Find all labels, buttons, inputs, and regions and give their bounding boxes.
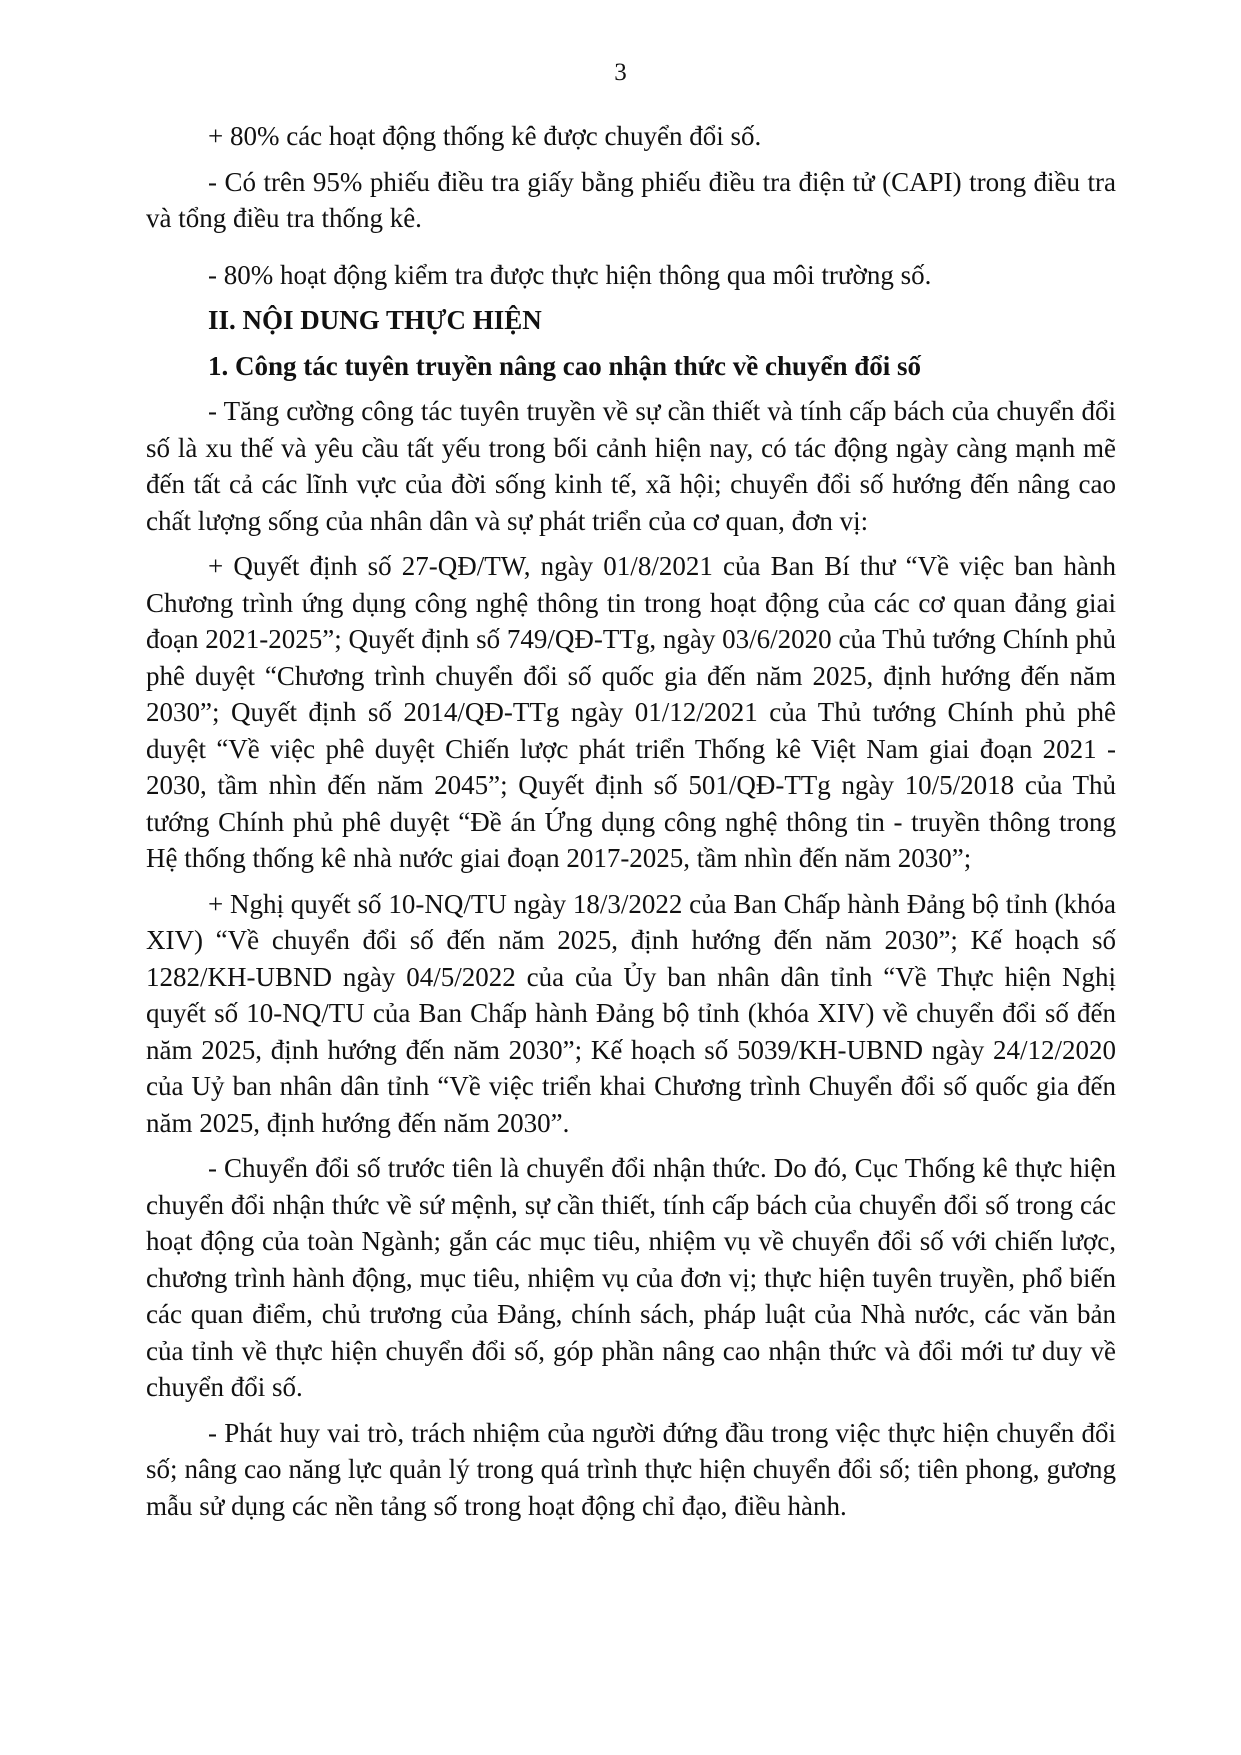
paragraph-provincial-resolutions: + Nghị quyết số 10-NQ/TU ngày 18/3/2022 của Ban Chấp hành Đảng bộ tỉnh (khóa XIV) “Về chuyển đổi số đến năm 2025, định hướng đến năm 2030”; Kế hoạch số 1282/KH-UBND ngày 04/5/2022 của của Ủy ban nhân dân tỉnh “Về Thực hiện Nghị quyết số 10-NQ/TU của Ban Chấp hành Đảng bộ tỉnh (khóa XIV) về chuyển đổi số đến năm 2025, định hướng đến năm 2030”; Kế hoạch số 5039/KH-UBND ngày 24/12/2020 của Uỷ ban nhân dân tỉnh “Về việc triển khai Chương trình Chuyển đổi số quốc gia đến năm 2025, định hướng đến năm 2030”. [146,888,1116,1138]
paragraph-awareness-transformation: - Chuyển đổi số trước tiên là chuyển đổi nhận thức. Do đó, Cục Thống kê thực hiện chuyển đổi nhận thức về sứ mệnh, sự cần thiết, tính cấp bách của chuyển đổi số trong các hoạt động của toàn Ngành; gắn các mục tiêu, nhiệm vụ về chuyển đổi số với chiến lược, chương trình hành động, mục tiêu, nhiệm vụ của đơn vị; thực hiện tuyên truyền, phổ biến các quan điểm, chủ trương của Đảng, chính sách, pháp luật của Nhà nước, các văn bản của tỉnh về thực hiện chuyển đổi số, góp phần nâng cao nhận thức và đổi mới tư duy về chuyển đổi số. [146,1153,1116,1402]
page-number: 3 [614,59,627,86]
paragraph-propaganda-intro: - Tăng cường công tác tuyên truyền về sự cần thiết và tính cấp bách của chuyển đổi số là xu thế và yêu cầu tất yếu trong bối cảnh hiện nay, có tác động ngày càng mạnh mẽ đến tất cả các lĩnh vực của đời sống kinh tế, xã hội; chuyển đổi số hướng đến nâng cao chất lượng sống của nhân dân và sự phát triển của cơ quan, đơn vị: [146,396,1116,536]
paragraph-central-decisions: + Quyết định số 27-QĐ/TW, ngày 01/8/2021 của Ban Bí thư “Về việc ban hành Chương trình ứng dụng công nghệ thông tin trong hoạt động của các cơ quan đảng giai đoạn 2021-2025”; Quyết định số 749/QĐ-TTg, ngày 03/6/2020 của Thủ tướng Chính phủ phê duyệt “Chương trình chuyển đổi số quốc gia đến năm 2025, định hướng đến năm 2030”; Quyết định số 2014/QĐ-TTg ngày 01/12/2021 của Thủ tướng Chính phủ phê duyệt “Về việc phê duyệt Chiến lược phát triển Thống kê Việt Nam giai đoạn 2021 - 2030, tầm nhìn đến năm 2045”; Quyết định số 501/QĐ-TTg ngày 10/5/2018 của Thủ tướng Chính phủ phê duyệt “Đề án Ứng dụng công nghệ thông tin - truyền thông trong Hệ thống thống kê nhà nước giai đoạn 2017-2025, tầm nhìn đến năm 2030”; [146,551,1116,873]
paragraph-capi-forms: - Có trên 95% phiếu điều tra giấy bằng phiếu điều tra điện tử (CAPI) trong điều tra và tổng điều tra thống kê. [146,166,1116,233]
paragraph-leadership-role: - Phát huy vai trò, trách nhiệm của người đứng đầu trong việc thực hiện chuyển đổi số; nâng cao năng lực quản lý trong quá trình thực hiện chuyển đổi số; tiên phong, gương mẫu sử dụng các nền tảng số trong hoạt động chỉ đạo, điều hành. [146,1417,1116,1521]
subsection-heading: 1. Công tác tuyên truyền nâng cao nhận thức về chuyển đổi số [208,350,922,381]
page-body [146,118,1116,1533]
paragraph-statistics-digitized: + 80% các hoạt động thống kê được chuyển đổi số. [208,121,762,151]
section-heading: II. NỘI DUNG THỰC HIỆN [208,305,542,335]
paragraph-inspection-digital: - 80% hoạt động kiểm tra được thực hiện thông qua môi trường số. [208,259,932,290]
